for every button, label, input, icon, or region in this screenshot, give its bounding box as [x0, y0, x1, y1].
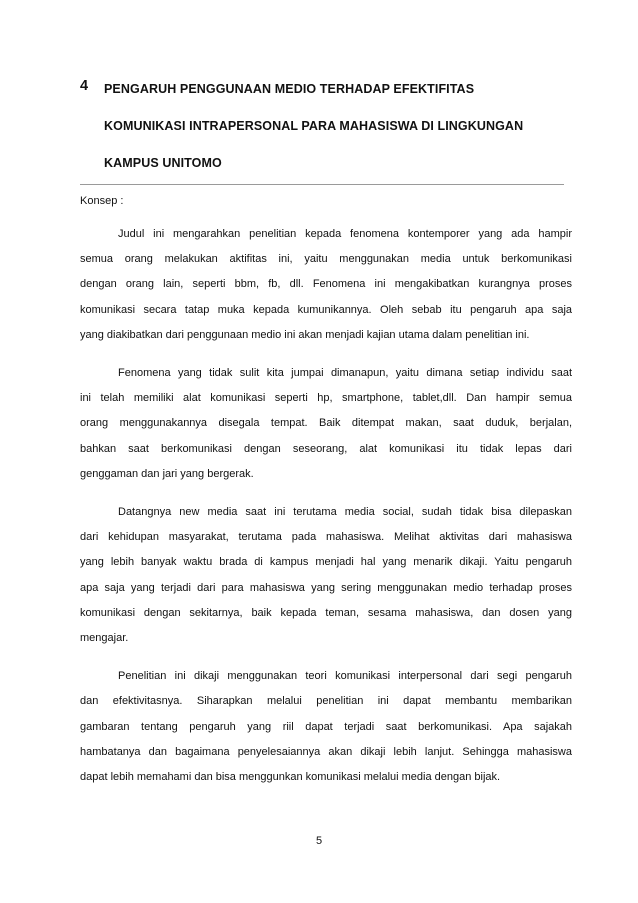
- paragraph-line: yang diakibatkan dari penggunaan medio ini akan menjadi kajian utama dalam penelitian ini.: [80, 328, 530, 341]
- paragraph-line: dengan orang lain, seperti bbm, fb, dll. Fenomena ini mengakibatkan kurangnya proses: [80, 278, 572, 291]
- chapter-title-line-1: PENGARUH PENGGUNAAN MEDIO TERHADAP EFEKTIFITAS: [104, 82, 475, 96]
- chapter-number: 4: [80, 78, 89, 94]
- paragraph-1: [80, 222, 572, 348]
- paragraph-line: dari kehidupan masyarakat, terutama pada mahasiswa. Melihat aktivitas dari mahasiswa: [80, 531, 572, 544]
- paragraph-line: komunikasi dengan sekitarnya, baik kepada teman, sesama mahasiswa, dan dosen yang: [80, 606, 572, 619]
- paragraph-3: [80, 500, 572, 651]
- paragraph-line: dan efektivitasnya. Siharapkan melalui penelitian ini dapat membantu membarikan: [80, 695, 572, 708]
- paragraph-line: komunikasi secara tatap muka kepada kumunikannya. Oleh sebab itu pengaruh apa saja: [80, 303, 572, 316]
- paragraph-line: mengajar.: [80, 632, 129, 645]
- paragraph-line: ini telah memiliki alat komunikasi seperti hp, smartphone, tablet,dll. Dan hampir semua: [80, 392, 572, 405]
- page-number: 5: [315, 835, 323, 847]
- paragraph-line: bahkan saat berkomunikasi dengan seseorang, alat komunikasi itu tidak lepas dari: [80, 442, 572, 455]
- paragraph-line: Fenomena yang tidak sulit kita jumpai dimanapun, yaitu dimana setiap individu saat: [118, 367, 572, 380]
- section-label: Konsep :: [80, 195, 124, 207]
- paragraph-line: orang menggunakannya disegala tempat. Baik ditempat makan, saat duduk, berjalan,: [80, 417, 572, 430]
- paragraph-line: Datangnya new media saat ini terutama media social, sudah tidak bisa dilepaskan: [118, 506, 572, 519]
- paragraph-line: genggaman dan jari yang bergerak.: [80, 467, 254, 480]
- paragraph-line: semua orang melakukan aktifitas ini, yaitu menggunakan media untuk berkomunikasi: [80, 253, 572, 266]
- paragraph-line: gambaran tentang pengaruh yang riil dapat terjadi saat berkomunikasi. Apa sajakah: [80, 720, 572, 733]
- chapter-title-line-3: KAMPUS UNITOMO: [104, 156, 222, 170]
- paragraph-line: Judul ini mengarahkan penelitian kepada fenomena kontemporer yang ada hampir: [118, 228, 572, 240]
- paragraph-line: hambatanya dan bagaimana penyelesaiannya akan dikaji lebih lanjut. Sehingga mahasiswa: [80, 745, 572, 758]
- paragraph-4: [80, 664, 572, 790]
- paragraph-line: dapat lebih memahami dan bisa menggunkan komunikasi melalui media dengan bijak.: [80, 771, 501, 784]
- body-text: [80, 222, 572, 803]
- paragraph-line: yang lebih banyak waktu brada di kampus menjadi hal yang menarik dikaji. Yaitu pengaruh: [80, 556, 572, 569]
- paragraph-line: apa saja yang terjadi dari para mahasiswa yang sering menggunakan medio terhadap proses: [80, 581, 572, 594]
- chapter-title-line-2: KOMUNIKASI INTRAPERSONAL PARA MAHASISWA DI LINGKUNGAN: [104, 119, 524, 133]
- paragraph-2: [80, 361, 572, 487]
- paragraph-line: Penelitian ini dikaji menggunakan teori komunikasi interpersonal dari segi pengaruh: [118, 670, 572, 683]
- heading-divider: [80, 184, 564, 185]
